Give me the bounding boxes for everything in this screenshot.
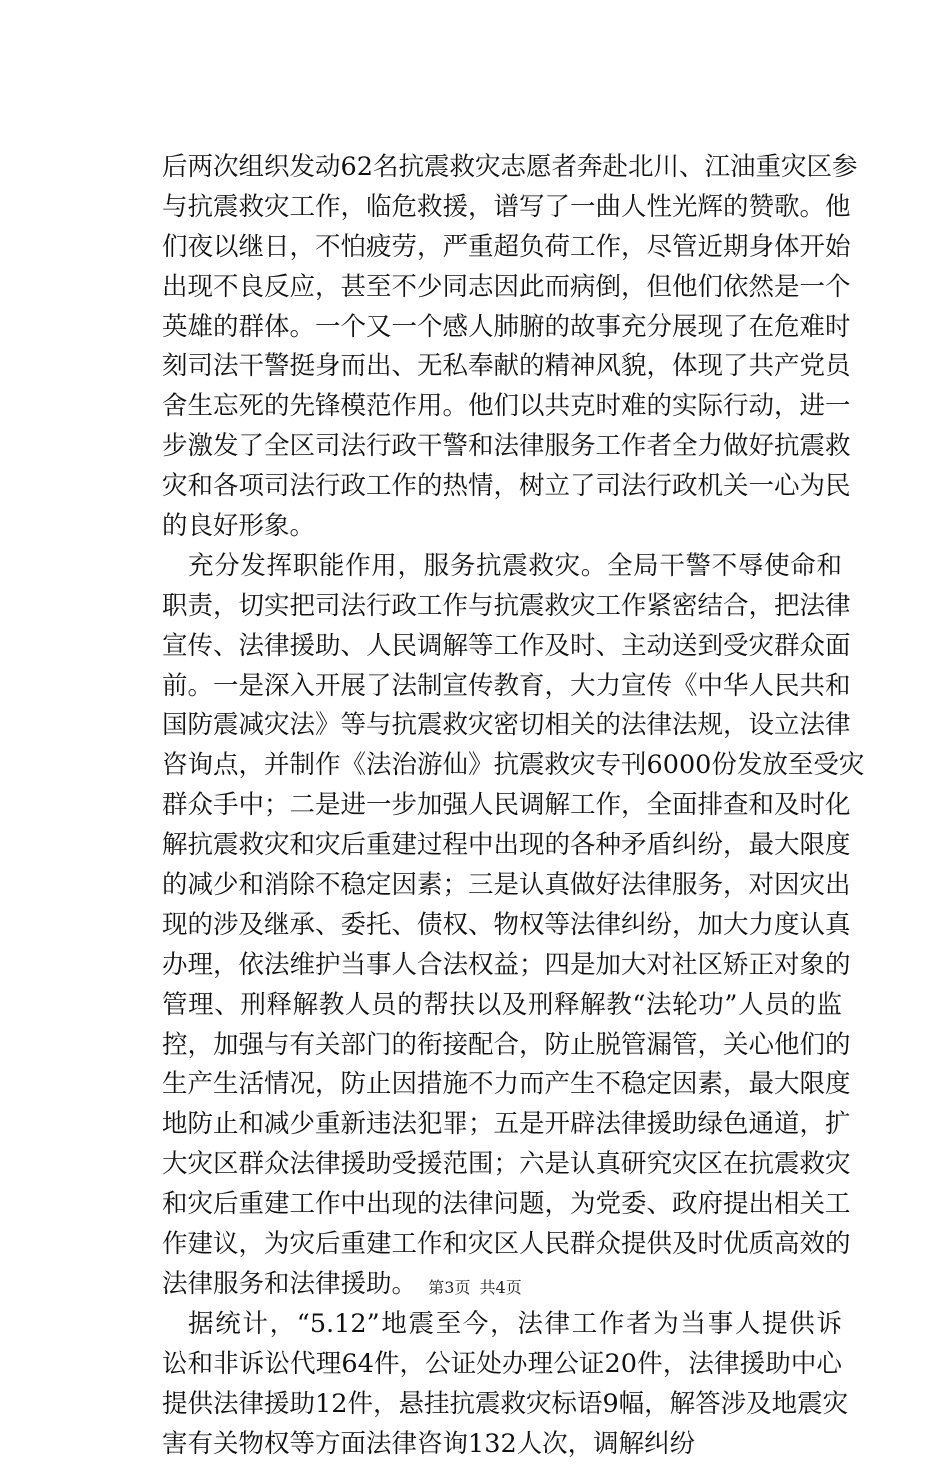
text-line: 英雄的群体。一个又一个感人肺腑的故事充分展现了在危难时 [162,308,842,348]
text-line: 群众手中；二是进一步加强人民调解工作，全面排查和及时化 [162,786,842,826]
text-line: 后两次组织发动62名抗震救灾志愿者奔赴北川、江油重灾区参 [162,148,842,188]
text-line: 宣传、法律援助、人民调解等工作及时、主动送到受灾群众面 [162,627,842,667]
text-line: 据统计，“5.12”地震至今，法律工作者为当事人提供诉 [162,1305,842,1345]
text-line: 控，加强与有关部门的衔接配合，防止脱管漏管，关心他们的 [162,1026,842,1066]
text-line: 们夜以继日，不怕疲劳，严重超负荷工作，尽管近期身体开始 [162,228,842,268]
text-line: 职责，切实把司法行政工作与抗震救灾工作紧密结合，把法律 [162,587,842,627]
text-line: 办理，依法维护当事人合法权益；四是加大对社区矫正对象的 [162,946,842,986]
text-line: 咨询点，并制作《法治游仙》抗震救灾专刊6000份发放至受灾 [162,746,842,786]
paragraph-3 [162,1305,842,1464]
paragraph-1 [162,148,842,547]
text-line: 充分发挥职能作用，服务抗震救灾。全局干警不辱使命和 [162,547,842,587]
text-line: 害有关物权等方面法律咨询132人次，调解纠纷 [162,1425,842,1464]
text-line: 和灾后重建工作中出现的法律问题，为党委、政府提出相关工 [162,1185,842,1225]
text-line: 作建议，为灾后重建工作和灾区人民群众提供及时优质高效的 [162,1225,842,1265]
text-line: 前。一是深入开展了法制宣传教育，大力宣传《中华人民共和 [162,667,842,707]
text-line: 管理、刑释解教人员的帮扶以及刑释解教“法轮功”人员的监 [162,986,842,1026]
text-line: 现的涉及继承、委托、债权、物权等法律纠纷，加大力度认真 [162,906,842,946]
text-line: 灾和各项司法行政工作的热情，树立了司法行政机关一心为民 [162,467,842,507]
text-line: 的良好形象。 [162,507,842,547]
text-line: 法律服务和法律援助。 [162,1265,842,1305]
text-line: 大灾区群众法律援助受援范围；六是认真研究灾区在抗震救灾 [162,1145,842,1185]
text-line: 解抗震救灾和灾后重建过程中出现的各种矛盾纠纷，最大限度 [162,826,842,866]
text-line: 刻司法干警挺身而出、无私奉献的精神风貌，体现了共产党员 [162,347,842,387]
text-line: 舍生忘死的先锋模范作用。他们以共克时难的实际行动，进一 [162,387,842,427]
paragraph-2 [162,547,842,1305]
text-line: 出现不良反应，甚至不少同志因此而病倒，但他们依然是一个 [162,268,842,308]
text-line: 国防震减灾法》等与抗震救灾密切相关的法律法规，设立法律 [162,706,842,746]
text-line: 的减少和消除不稳定因素；三是认真做好法律服务，对因灾出 [162,866,842,906]
text-line: 讼和非诉讼代理64件，公证处办理公证20件，法律援助中心 [162,1345,842,1385]
page-number: 第3页 [428,1278,470,1297]
page-total: 共4页 [480,1278,522,1297]
text-line: 步激发了全区司法行政干警和法律服务工作者全力做好抗震救 [162,427,842,467]
page-footer [0,1278,950,1298]
text-line: 地防止和减少重新违法犯罪；五是开辟法律援助绿色通道，扩 [162,1105,842,1145]
text-line: 生产生活情况，防止因措施不力而产生不稳定因素，最大限度 [162,1065,842,1105]
text-line: 与抗震救灾工作，临危救援，谱写了一曲人性光辉的赞歌。他 [162,188,842,228]
text-line: 提供法律援助12件，悬挂抗震救灾标语9幅，解答涉及地震灾 [162,1385,842,1425]
document-body [162,148,842,1464]
